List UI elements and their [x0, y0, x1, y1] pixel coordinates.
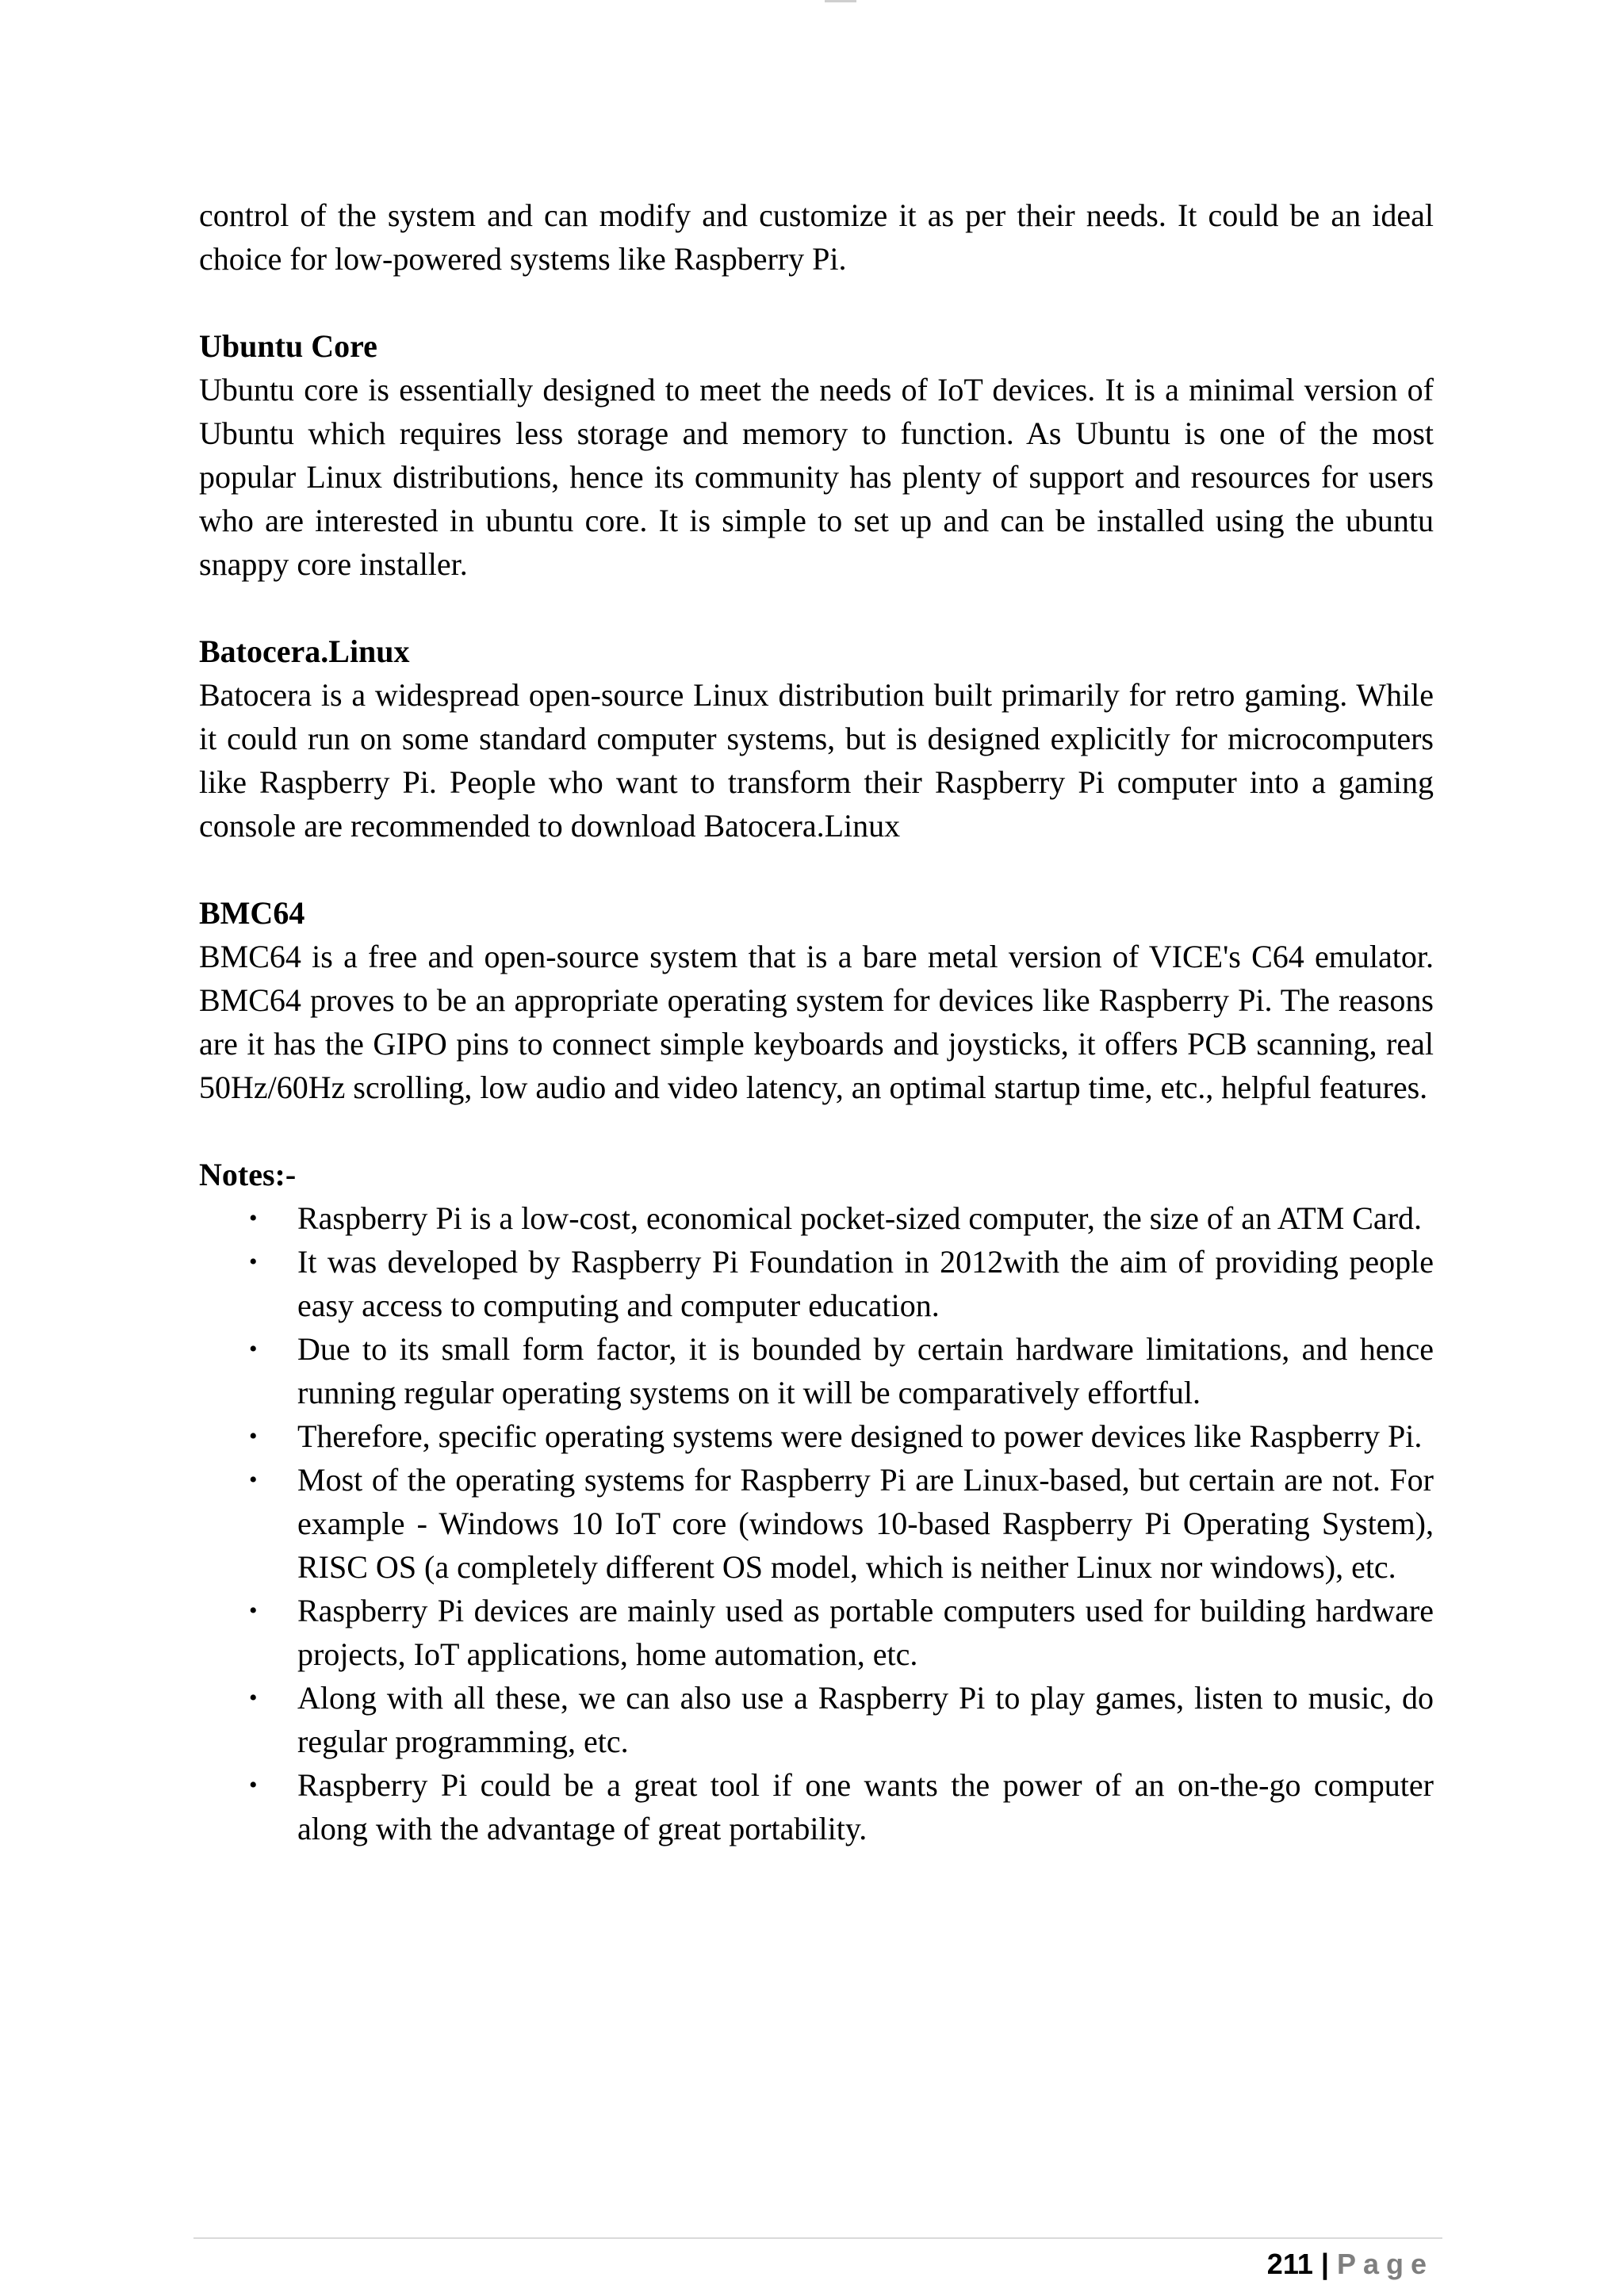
list-item-text: Due to its small form factor, it is bounded by certain hardware limitations, and hence running regular operating systems on it will be comparatively effortful.	[297, 1331, 1434, 1410]
list-item-text: Along with all these, we can also use a Raspberry Pi to play games, listen to music, do regular programming, etc.	[297, 1680, 1434, 1759]
list-item-text: It was developed by Raspberry Pi Foundation in 2012with the aim of providing people easy access to computing and computer education.	[297, 1244, 1434, 1323]
list-item-text: Raspberry Pi devices are mainly used as portable computers used for building hardware projects, IoT applications, home automation, etc.	[297, 1593, 1434, 1672]
notes-list	[199, 1196, 1434, 1850]
bullet-icon: •	[249, 1772, 258, 1798]
page-body	[199, 193, 1434, 1850]
page-number: 211	[1266, 2248, 1313, 2280]
list-item	[199, 1763, 1434, 1850]
footer-divider	[193, 2237, 1442, 2239]
list-item-text: Raspberry Pi is a low-cost, economical pocket-sized computer, the size of an ATM Card.	[297, 1200, 1423, 1236]
section-ubuntu-core	[199, 324, 1434, 586]
section-paragraph: BMC64 is a free and open-source system that is a bare metal version of VICE's C64 emulator. BMC64 proves to be an appropriate operating system for devices like Raspberry Pi. The reasons are it has the GIPO pins to connect simple keyboards and joysticks, it offers PCB scanning, real 50Hz/60Hz scrolling, low audio and video latency, an optimal startup time, etc., helpful features.	[199, 939, 1434, 1105]
section-paragraph: Batocera is a widespread open-source Linux distribution built primarily for retro gaming. While it could run on some standard computer systems, but is designed explicitly for microcomputers like Raspberry Pi. People who want to transform their Raspberry Pi computer into a gaming console are recommended to download Batocera.Linux	[199, 677, 1434, 844]
bullet-icon: •	[249, 1336, 258, 1362]
page-label: Page	[1336, 2248, 1434, 2280]
section-batocera-linux	[199, 629, 1434, 848]
list-item	[199, 1327, 1434, 1414]
bullet-icon: •	[249, 1423, 258, 1449]
list-item-text: Most of the operating systems for Raspberry Pi are Linux-based, but certain are not. For example - Windows 10 IoT core (windows 10-based Raspberry Pi Operating System), RISC OS (a completely different OS model, which is neither Linux nor windows), etc.	[297, 1462, 1434, 1585]
section-bmc64	[199, 891, 1434, 1109]
list-item-text: Raspberry Pi could be a great tool if one wants the power of an on-the-go computer along with the advantage of great portability.	[297, 1767, 1434, 1846]
bullet-icon: •	[249, 1205, 258, 1231]
list-item	[199, 1414, 1434, 1458]
notes-section	[199, 1153, 1434, 1850]
section-heading: BMC64	[199, 895, 305, 931]
list-item	[199, 1240, 1434, 1327]
notes-heading: Notes:-	[199, 1157, 297, 1192]
section-heading: Batocera.Linux	[199, 633, 410, 669]
list-item	[199, 1676, 1434, 1763]
header-mark	[825, 0, 856, 2]
list-item-text: Therefore, specific operating systems were designed to power devices like Raspberry Pi.	[297, 1418, 1423, 1454]
page-footer	[1267, 2247, 1434, 2282]
section-heading: Ubuntu Core	[199, 328, 377, 364]
bullet-icon: •	[249, 1467, 258, 1493]
footer-separator: |	[1320, 2248, 1329, 2280]
list-item	[199, 1589, 1434, 1676]
bullet-icon: •	[249, 1249, 258, 1275]
intro-paragraph: control of the system and can modify and customize it as per their needs. It could be an ideal choice for low-powered systems like Raspberry Pi.	[199, 197, 1434, 277]
list-item	[199, 1458, 1434, 1589]
section-paragraph: Ubuntu core is essentially designed to meet the needs of IoT devices. It is a minimal version of Ubuntu which requires less storage and memory to function. As Ubuntu is one of the most popular Linux distributions, hence its community has plenty of support and resources for users who are interested in ubuntu core. It is simple to set up and can be installed using the ubuntu snappy core installer.	[199, 372, 1434, 582]
bullet-icon: •	[249, 1685, 258, 1711]
list-item	[199, 1196, 1434, 1240]
bullet-icon: •	[249, 1598, 258, 1624]
